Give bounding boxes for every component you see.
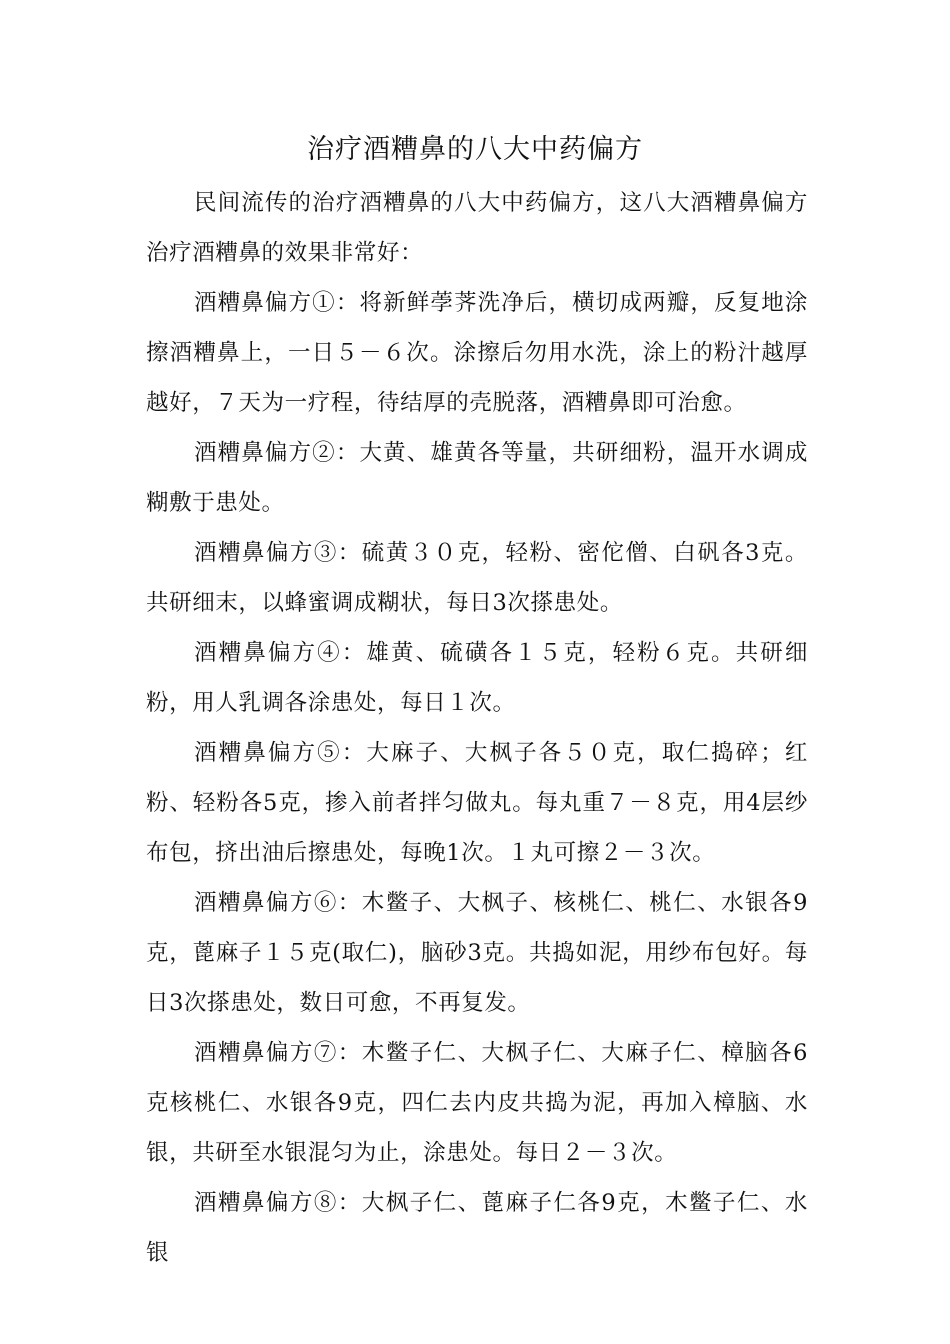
remedy-paragraph-6: 酒糟鼻偏方⑥：木鳖子、大枫子、核桃仁、桃仁、水银各9克，蓖麻子１５克(取仁)，脑砂3克。共捣如泥，用纱布包好。每日3次搽患处，数日可愈，不再复发。 bbox=[146, 890, 808, 1016]
intro-paragraph: 民间流传的治疗酒糟鼻的八大中药偏方，这八大酒糟鼻偏方治疗酒糟鼻的效果非常好： bbox=[146, 190, 808, 266]
remedy-paragraph-8: 酒糟鼻偏方⑧：大枫子仁、蓖麻子仁各9克，木鳖子仁、水银 bbox=[146, 1190, 808, 1266]
document-title: 治疗酒糟鼻的八大中药偏方 bbox=[307, 134, 643, 165]
remedy-paragraph-1: 酒糟鼻偏方①：将新鲜荸荠洗净后，横切成两瓣，反复地涂擦酒糟鼻上，一日５－６次。涂擦后勿用水洗，涂上的粉汁越厚越好，７天为一疗程，待结厚的壳脱落，酒糟鼻即可治愈。 bbox=[146, 290, 808, 416]
document-body bbox=[146, 178, 808, 1278]
remedy-paragraph-7: 酒糟鼻偏方⑦：木鳖子仁、大枫子仁、大麻子仁、樟脑各6克核桃仁、水银各9克，四仁去内皮共捣为泥，再加入樟脑、水银，共研至水银混匀为止，涂患处。每日２－３次。 bbox=[146, 1040, 808, 1166]
remedy-paragraph-4: 酒糟鼻偏方④：雄黄、硫磺各１５克，轻粉６克。共研细粉，用人乳调各涂患处，每日１次。 bbox=[146, 640, 808, 716]
remedy-paragraph-2: 酒糟鼻偏方②：大黄、雄黄各等量，共研细粉，温开水调成糊敷于患处。 bbox=[146, 440, 808, 516]
remedy-paragraph-5: 酒糟鼻偏方⑤：大麻子、大枫子各５０克，取仁捣碎；红粉、轻粉各5克，掺入前者拌匀做丸。每丸重７－８克，用4层纱布包，挤出油后擦患处，每晚1次。１丸可擦２－３次。 bbox=[146, 740, 808, 866]
remedy-paragraph-3: 酒糟鼻偏方③：硫黄３０克，轻粉、密佗僧、白矾各3克。共研细末，以蜂蜜调成糊状，每日3次搽患处。 bbox=[146, 540, 808, 616]
